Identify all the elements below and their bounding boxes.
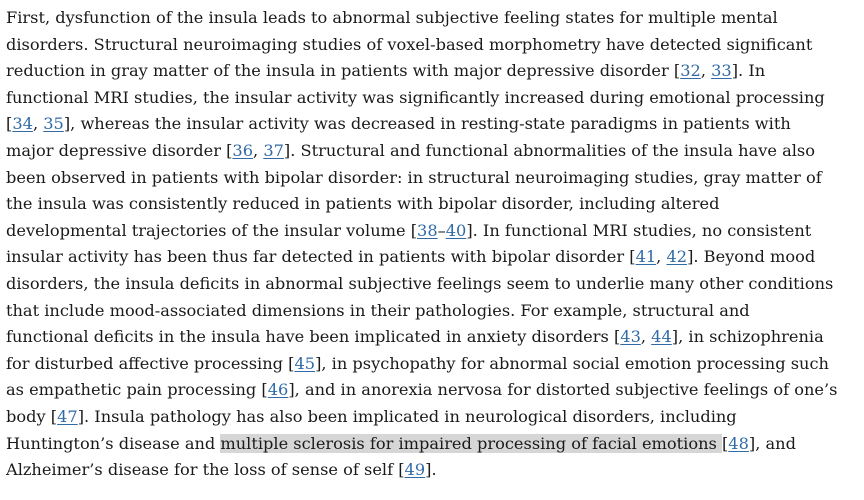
text-line xyxy=(6,85,862,112)
text-segment: ], in psychopathy for abnormal social emotion processing such xyxy=(315,353,829,373)
text-segment: developmental trajectories of the insular volume [ xyxy=(6,220,418,240)
citation-link[interactable]: 35 xyxy=(43,114,64,134)
text-segment: ], and xyxy=(748,433,796,453)
text-segment: ]. In functional MRI studies, no consistent xyxy=(466,220,812,240)
text-line xyxy=(6,32,862,59)
citation-link[interactable]: 41 xyxy=(635,247,657,267)
citation-link[interactable]: 47 xyxy=(57,406,78,426)
text-segment: ]. Beyond mood xyxy=(687,247,816,267)
text-line xyxy=(6,244,862,271)
citation-link[interactable]: 42 xyxy=(666,247,688,267)
citation-link[interactable]: 37 xyxy=(263,140,284,160)
text-segment: Alzheimer’s disease for the loss of sense of self [ xyxy=(6,460,405,480)
text-line xyxy=(6,165,862,192)
text-line xyxy=(6,298,862,325)
text-segment: ], and in anorexia nervosa for distorted subjective feelings of one’s xyxy=(288,380,838,400)
text-segment: ]. In xyxy=(731,61,766,81)
citation-link[interactable]: 32 xyxy=(680,61,701,81)
highlighted-text[interactable]: multiple sclerosis for impaired processing of facial emotions xyxy=(220,433,722,453)
text-line xyxy=(6,218,862,245)
text-segment: disorders, the insula deficits in abnormal subjective feelings seem to underlie many other conditions xyxy=(6,273,834,293)
citation-link[interactable]: 34 xyxy=(12,114,33,134)
text-line xyxy=(6,457,862,484)
text-segment: , xyxy=(253,140,264,160)
text-line xyxy=(6,377,862,404)
text-segment: [ xyxy=(6,114,13,134)
citation-link[interactable]: 33 xyxy=(711,61,732,81)
citation-link[interactable]: 48 xyxy=(728,433,749,453)
text-segment: ]. Structural and functional abnormalities of the insula have also xyxy=(283,140,815,160)
text-segment: that include mood-associated dimensions in their pathologies. For example, structural and xyxy=(6,300,750,320)
citation-link[interactable]: 44 xyxy=(651,327,672,347)
text-line xyxy=(6,431,862,458)
text-segment: functional MRI studies, the insular activity was significantly increased during emotional processing xyxy=(6,87,825,107)
text-line xyxy=(6,191,862,218)
text-line xyxy=(6,5,862,32)
paragraph xyxy=(6,5,862,484)
text-line xyxy=(6,324,862,351)
text-segment: been observed in patients with bipolar disorder: in structural neuroimaging studies, gray matter of xyxy=(6,167,822,187)
text-line xyxy=(6,271,862,298)
text-segment: for disturbed affective processing [ xyxy=(6,353,295,373)
text-segment: ]. xyxy=(425,460,437,480)
text-line xyxy=(6,138,862,165)
text-segment: body [ xyxy=(6,406,58,426)
citation-link[interactable]: 45 xyxy=(294,353,316,373)
text-segment: First, dysfunction of the insula leads to abnormal subjective feeling states for multiple mental xyxy=(6,8,778,27)
text-segment: – xyxy=(437,220,446,240)
text-segment: functional deficits in the insula have been implicated in anxiety disorders [ xyxy=(6,327,621,347)
text-segment: [ xyxy=(721,433,729,453)
text-segment: , xyxy=(700,61,712,81)
text-segment: ], whereas the insular activity was decreased in resting-state paradigms in patients with xyxy=(63,114,791,134)
text-segment: , xyxy=(656,247,667,267)
text-segment: ]. Insula pathology has also been implicated in neurological disorders, including xyxy=(77,406,737,426)
text-segment: , xyxy=(640,327,652,347)
citation-link[interactable]: 40 xyxy=(445,220,467,240)
text-segment: Huntington’s disease and xyxy=(6,433,221,453)
citation-link[interactable]: 38 xyxy=(417,220,438,240)
citation-link[interactable]: 36 xyxy=(232,140,254,160)
citation-link[interactable]: 49 xyxy=(404,460,426,480)
citation-link[interactable]: 46 xyxy=(267,380,289,400)
text-line xyxy=(6,351,862,378)
text-line xyxy=(6,404,862,431)
text-segment: , xyxy=(32,114,44,134)
text-segment: the insula was consistently reduced in patients with bipolar disorder, including altered xyxy=(6,194,720,214)
text-segment: as empathetic pain processing [ xyxy=(6,380,268,400)
text-line xyxy=(6,111,862,138)
text-segment: disorders. Structural neuroimaging studies of voxel-based morphometry have detected significant xyxy=(6,34,813,54)
citation-link[interactable]: 43 xyxy=(620,327,641,347)
text-segment: ], in schizophrenia xyxy=(671,327,824,347)
text-segment: major depressive disorder [ xyxy=(6,140,233,160)
text-segment: reduction in gray matter of the insula in patients with major depressive disorder [ xyxy=(6,61,681,81)
text-line xyxy=(6,58,862,85)
text-segment: insular activity has been thus far detected in patients with bipolar disorder [ xyxy=(6,247,636,267)
